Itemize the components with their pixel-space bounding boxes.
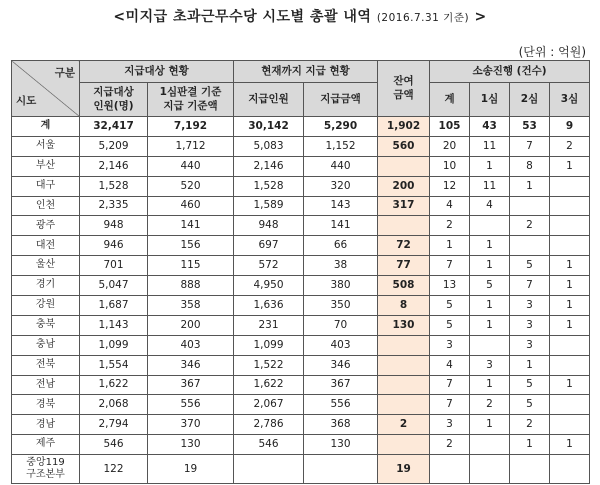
lawsuit-total-cell: 105 (430, 117, 470, 137)
paid-persons-cell: 1,528 (234, 176, 304, 196)
lawsuit-3-cell (550, 455, 590, 484)
unpaid-cell (378, 156, 430, 176)
paid-persons-cell: 1,522 (234, 355, 304, 375)
target-persons-cell: 946 (80, 236, 148, 256)
lawsuit-3-cell: 1 (550, 156, 590, 176)
paid-persons-cell: 1,636 (234, 296, 304, 316)
target-persons-cell: 1,687 (80, 296, 148, 316)
table-row (12, 136, 590, 156)
target-amount-cell: 403 (148, 335, 234, 355)
target-persons-cell: 2,146 (80, 156, 148, 176)
region-cell: 경남 (12, 415, 80, 435)
header-lawsuit-1: 1심 (470, 83, 510, 117)
unpaid-cell: 317 (378, 196, 430, 216)
lawsuit-3-cell: 1 (550, 296, 590, 316)
target-persons-cell: 546 (80, 435, 148, 455)
lawsuit-1-cell (470, 455, 510, 484)
region-cell: 충남 (12, 335, 80, 355)
region-cell: 울산 (12, 256, 80, 276)
title-date: (2016.7.31 기준) (376, 12, 470, 24)
target-persons-cell: 701 (80, 256, 148, 276)
header-paid-group: 현재까지 지급 현황 (234, 61, 378, 83)
target-amount-cell: 440 (148, 156, 234, 176)
lawsuit-3-cell: 1 (550, 435, 590, 455)
table-row (12, 196, 590, 216)
region-cell: 강원 (12, 296, 80, 316)
lawsuit-total-cell: 4 (430, 196, 470, 216)
lawsuit-3-cell (550, 216, 590, 236)
document-title (0, 6, 600, 26)
target-persons-cell: 1,554 (80, 355, 148, 375)
paid-amount-cell: 1,152 (304, 136, 378, 156)
paid-amount-cell: 440 (304, 156, 378, 176)
unpaid-cell (378, 216, 430, 236)
lawsuit-2-cell: 7 (510, 276, 550, 296)
lawsuit-3-cell: 1 (550, 276, 590, 296)
paid-persons-cell: 1,589 (234, 196, 304, 216)
paid-persons-cell: 546 (234, 435, 304, 455)
unpaid-cell: 2 (378, 415, 430, 435)
lawsuit-total-cell: 4 (430, 355, 470, 375)
header-paid-amount: 지급금액 (304, 83, 378, 117)
unpaid-cell: 77 (378, 256, 430, 276)
unpaid-cell: 19 (378, 455, 430, 484)
table-row (12, 395, 590, 415)
paid-persons-cell (234, 455, 304, 484)
target-amount-cell: 888 (148, 276, 234, 296)
target-amount-cell: 367 (148, 375, 234, 395)
corner-header (12, 61, 80, 117)
unpaid-cell (378, 355, 430, 375)
lawsuit-3-cell (550, 236, 590, 256)
unpaid-cell (378, 375, 430, 395)
region-cell: 부산 (12, 156, 80, 176)
target-amount-cell: 141 (148, 216, 234, 236)
target-amount-cell: 7,192 (148, 117, 234, 137)
paid-amount-cell: 141 (304, 216, 378, 236)
table-row (12, 315, 590, 335)
lawsuit-3-cell (550, 395, 590, 415)
paid-amount-cell (304, 455, 378, 484)
paid-persons-cell: 231 (234, 315, 304, 335)
lawsuit-total-cell: 12 (430, 176, 470, 196)
target-amount-cell: 1,712 (148, 136, 234, 156)
region-cell: 제주 (12, 435, 80, 455)
target-amount-cell: 460 (148, 196, 234, 216)
paid-amount-cell: 143 (304, 196, 378, 216)
lawsuit-total-cell: 3 (430, 415, 470, 435)
lawsuit-2-cell: 1 (510, 355, 550, 375)
table-row (12, 236, 590, 256)
table-body (12, 117, 590, 484)
summary-table (11, 60, 590, 484)
target-persons-cell: 1,143 (80, 315, 148, 335)
lawsuit-1-cell: 1 (470, 375, 510, 395)
paid-persons-cell: 2,786 (234, 415, 304, 435)
target-amount-cell: 520 (148, 176, 234, 196)
lawsuit-2-cell: 3 (510, 296, 550, 316)
lawsuit-total-cell: 13 (430, 276, 470, 296)
lawsuit-1-cell: 1 (470, 296, 510, 316)
lawsuit-1-cell: 4 (470, 196, 510, 216)
unpaid-cell: 130 (378, 315, 430, 335)
target-persons-cell: 122 (80, 455, 148, 484)
lawsuit-3-cell (550, 176, 590, 196)
header-target-persons: 지급대상 인원(명) (80, 83, 148, 117)
paid-persons-cell: 948 (234, 216, 304, 236)
lawsuit-total-cell: 7 (430, 375, 470, 395)
target-amount-cell: 346 (148, 355, 234, 375)
paid-amount-cell: 350 (304, 296, 378, 316)
table-row (12, 216, 590, 236)
lawsuit-1-cell: 2 (470, 395, 510, 415)
region-cell: 대전 (12, 236, 80, 256)
lawsuit-total-cell: 1 (430, 236, 470, 256)
unpaid-cell: 8 (378, 296, 430, 316)
lawsuit-total-cell: 3 (430, 335, 470, 355)
table-row (12, 355, 590, 375)
corner-label-category: 구분 (54, 67, 75, 79)
table-row (12, 296, 590, 316)
target-amount-cell: 358 (148, 296, 234, 316)
lawsuit-3-cell: 9 (550, 117, 590, 137)
region-cell: 서울 (12, 136, 80, 156)
lawsuit-total-cell: 5 (430, 315, 470, 335)
header-unpaid: 잔여 금액 (378, 61, 430, 117)
target-amount-cell: 370 (148, 415, 234, 435)
target-persons-cell: 1,622 (80, 375, 148, 395)
header-lawsuit-2: 2심 (510, 83, 550, 117)
paid-persons-cell: 1,099 (234, 335, 304, 355)
lawsuit-2-cell: 2 (510, 216, 550, 236)
paid-amount-cell: 556 (304, 395, 378, 415)
lawsuit-total-cell: 20 (430, 136, 470, 156)
target-amount-cell: 19 (148, 455, 234, 484)
lawsuit-1-cell (470, 435, 510, 455)
lawsuit-1-cell: 1 (470, 236, 510, 256)
target-amount-cell: 556 (148, 395, 234, 415)
lawsuit-total-cell: 7 (430, 256, 470, 276)
lawsuit-1-cell: 1 (470, 415, 510, 435)
lawsuit-2-cell: 53 (510, 117, 550, 137)
region-cell: 경북 (12, 395, 80, 415)
target-amount-cell: 156 (148, 236, 234, 256)
target-persons-cell: 1,528 (80, 176, 148, 196)
lawsuit-3-cell (550, 196, 590, 216)
paid-persons-cell: 572 (234, 256, 304, 276)
paid-amount-cell: 367 (304, 375, 378, 395)
paid-persons-cell: 30,142 (234, 117, 304, 137)
lawsuit-1-cell: 5 (470, 276, 510, 296)
region-cell: 광주 (12, 216, 80, 236)
paid-amount-cell: 380 (304, 276, 378, 296)
paid-persons-cell: 2,067 (234, 395, 304, 415)
lawsuit-3-cell: 2 (550, 136, 590, 156)
table-row (12, 455, 590, 484)
target-persons-cell: 2,068 (80, 395, 148, 415)
lawsuit-3-cell (550, 415, 590, 435)
lawsuit-2-cell: 1 (510, 176, 550, 196)
lawsuit-2-cell: 8 (510, 156, 550, 176)
unpaid-cell (378, 435, 430, 455)
paid-persons-cell: 4,950 (234, 276, 304, 296)
unpaid-cell (378, 395, 430, 415)
target-amount-cell: 130 (148, 435, 234, 455)
lawsuit-2-cell: 1 (510, 435, 550, 455)
region-cell: 전북 (12, 355, 80, 375)
lawsuit-2-cell: 3 (510, 315, 550, 335)
target-persons-cell: 948 (80, 216, 148, 236)
table-row (12, 156, 590, 176)
header-target-amount: 1심판결 기준 지급 기준액 (148, 83, 234, 117)
lawsuit-total-cell: 10 (430, 156, 470, 176)
unpaid-cell: 560 (378, 136, 430, 156)
target-amount-cell: 115 (148, 256, 234, 276)
paid-amount-cell: 5,290 (304, 117, 378, 137)
lawsuit-total-cell (430, 455, 470, 484)
lawsuit-total-cell: 5 (430, 296, 470, 316)
lawsuit-2-cell (510, 196, 550, 216)
table-row (12, 176, 590, 196)
paid-amount-cell: 346 (304, 355, 378, 375)
title-main: <미지급 초과근무수당 시도별 총괄 내역 (113, 9, 372, 25)
lawsuit-3-cell: 1 (550, 256, 590, 276)
paid-amount-cell: 130 (304, 435, 378, 455)
lawsuit-1-cell: 11 (470, 176, 510, 196)
paid-persons-cell: 697 (234, 236, 304, 256)
lawsuit-1-cell: 43 (470, 117, 510, 137)
total-row (12, 117, 590, 137)
header-lawsuit-total: 계 (430, 83, 470, 117)
lawsuit-1-cell: 3 (470, 355, 510, 375)
lawsuit-1-cell (470, 216, 510, 236)
region-cell: 대구 (12, 176, 80, 196)
unpaid-cell: 200 (378, 176, 430, 196)
target-persons-cell: 5,209 (80, 136, 148, 156)
region-cell: 경기 (12, 276, 80, 296)
table-row (12, 256, 590, 276)
lawsuit-1-cell: 1 (470, 315, 510, 335)
target-amount-cell: 200 (148, 315, 234, 335)
table-row (12, 335, 590, 355)
unpaid-cell: 508 (378, 276, 430, 296)
lawsuit-2-cell: 5 (510, 256, 550, 276)
paid-persons-cell: 1,622 (234, 375, 304, 395)
target-persons-cell: 5,047 (80, 276, 148, 296)
paid-amount-cell: 66 (304, 236, 378, 256)
paid-amount-cell: 368 (304, 415, 378, 435)
lawsuit-1-cell (470, 335, 510, 355)
lawsuit-2-cell: 3 (510, 335, 550, 355)
paid-persons-cell: 2,146 (234, 156, 304, 176)
lawsuit-3-cell: 1 (550, 315, 590, 335)
lawsuit-3-cell: 1 (550, 375, 590, 395)
lawsuit-1-cell: 1 (470, 156, 510, 176)
lawsuit-1-cell: 1 (470, 256, 510, 276)
lawsuit-3-cell (550, 335, 590, 355)
header-lawsuit-group: 소송진행 (건수) (430, 61, 590, 83)
unpaid-cell: 72 (378, 236, 430, 256)
header-lawsuit-3: 3심 (550, 83, 590, 117)
region-cell: 충북 (12, 315, 80, 335)
target-persons-cell: 2,335 (80, 196, 148, 216)
lawsuit-total-cell: 2 (430, 435, 470, 455)
corner-label-region: 시도 (16, 94, 37, 107)
lawsuit-2-cell (510, 236, 550, 256)
lawsuit-3-cell (550, 355, 590, 375)
paid-amount-cell: 403 (304, 335, 378, 355)
lawsuit-2-cell: 5 (510, 395, 550, 415)
paid-persons-cell: 5,083 (234, 136, 304, 156)
lawsuit-2-cell: 5 (510, 375, 550, 395)
region-cell: 계 (12, 117, 80, 137)
lawsuit-2-cell (510, 455, 550, 484)
table-row (12, 276, 590, 296)
lawsuit-total-cell: 7 (430, 395, 470, 415)
table-row (12, 415, 590, 435)
table-row (12, 435, 590, 455)
title-close: > (474, 9, 487, 25)
unpaid-cell (378, 335, 430, 355)
unpaid-cell: 1,902 (378, 117, 430, 137)
region-cell: 인천 (12, 196, 80, 216)
paid-amount-cell: 70 (304, 315, 378, 335)
unit-note: (단위 : 억원) (518, 45, 586, 59)
paid-amount-cell: 320 (304, 176, 378, 196)
region-cell: 중앙119 구조본부 (12, 455, 80, 484)
table-header (12, 61, 590, 117)
target-persons-cell: 1,099 (80, 335, 148, 355)
header-paid-persons: 지급인원 (234, 83, 304, 117)
paid-amount-cell: 38 (304, 256, 378, 276)
header-target-group: 지급대상 현황 (80, 61, 234, 83)
lawsuit-total-cell: 2 (430, 216, 470, 236)
region-cell: 전남 (12, 375, 80, 395)
lawsuit-2-cell: 2 (510, 415, 550, 435)
target-persons-cell: 2,794 (80, 415, 148, 435)
table-row (12, 375, 590, 395)
lawsuit-2-cell: 7 (510, 136, 550, 156)
target-persons-cell: 32,417 (80, 117, 148, 137)
lawsuit-1-cell: 11 (470, 136, 510, 156)
